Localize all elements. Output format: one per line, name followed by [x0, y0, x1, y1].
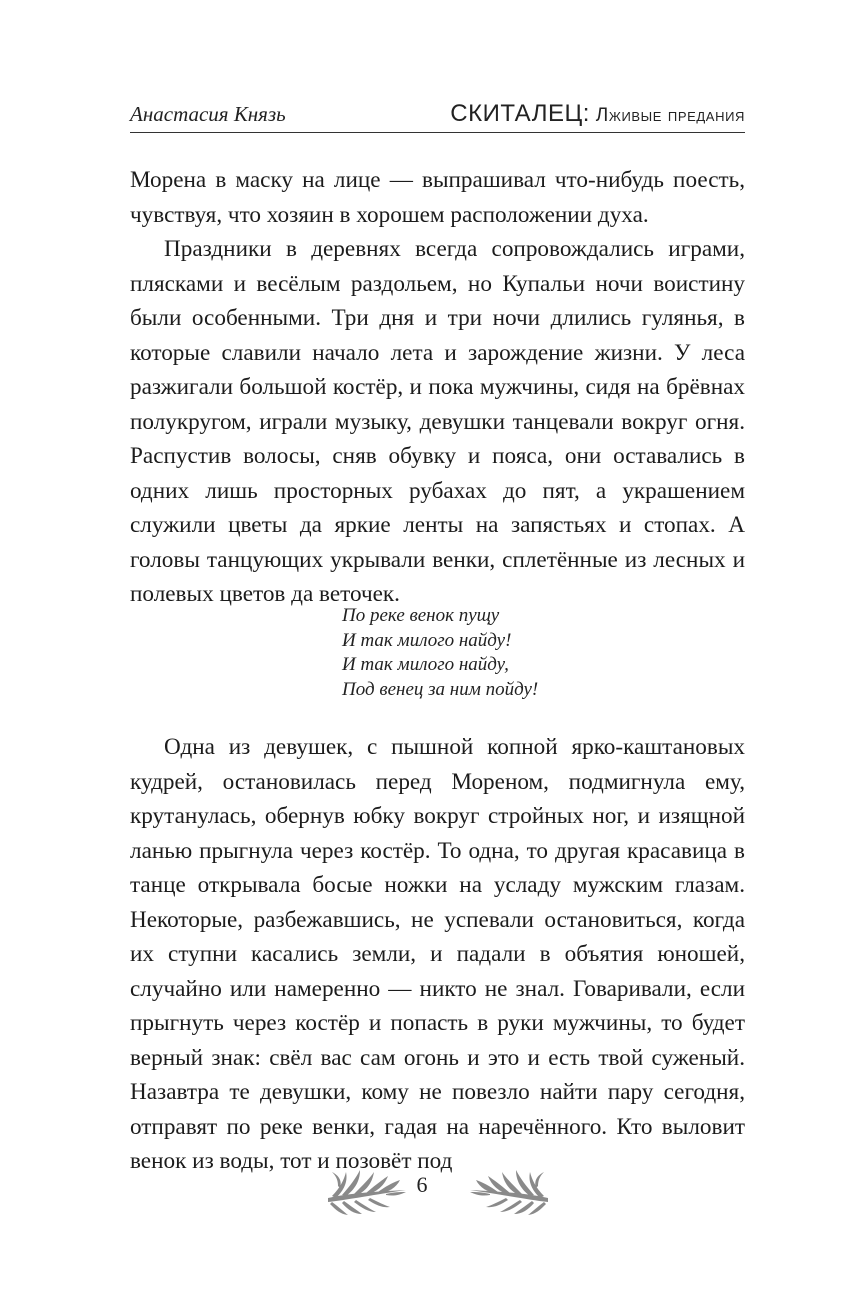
header-author: Анастасия Князь [130, 102, 286, 126]
paragraph: Одна из девушек, с пышной копной ярко-каштановых кудрей, остановилась перед Мореном, подмигнула ему, крутанулась, обернув юбку вокруг стройных ног, и изящной ланью прыгнула через костёр. То одна, то другая красавица в танце открывала босые ножки на усладу мужским глазам. Некоторые, разбежавшись, не успевали остановиться, когда их ступни касались земли, и падали в объятия юношей, случайно или намеренно — никто не знал. Говаривали, если прыгнуть через костёр и попасть в руки мужчины, то будет верный знак: свёл вас сам огонь и это и есть твой суженый. Назавтра те девушки, кому не повезло найти пару сегодня, отправят по реке венки, гадая на наречённого. Кто выловит венок из воды, тот и позовёт под [130, 734, 745, 1174]
running-header [130, 96, 745, 133]
page-footer [0, 1166, 844, 1226]
paragraph: Морена в маску на лице — выпрашивал что-нибудь поесть, чувствуя, что хозяин в хорошем расположении духа. [130, 167, 745, 228]
song-verse [342, 604, 538, 702]
header-book-title [450, 100, 745, 128]
header-title-sub: Лживые предания [589, 105, 745, 126]
page-number: 6 [416, 1172, 428, 1197]
header-title-main: СКИТАЛЕЦ: [450, 100, 590, 127]
fern-leaf-icon [468, 1168, 550, 1216]
verse-line: Под венец за ним пойду! [342, 678, 539, 700]
paragraph: Праздники в деревнях всегда сопровождались играми, плясками и весёлым раздольем, но Купальи ночи воистину были особенными. Три дня и три ночи длились гулянья, в которые славили начало лета и зарождение жизни. У леса разжигали большой костёр, и пока мужчины, сидя на брёвнах полукругом, играли музыку, девушки танцевали вокруг огня. Распустив волосы, сняв обувку и пояса, они оставались в одних лишь просторных рубахах до пят, а украшением служили цветы да яркие ленты на запястьях и стопах. А головы танцующих укрывали венки, сплетённые из лесных и полевых цветов да веточек. [130, 236, 745, 607]
body-text-bottom [130, 730, 745, 1179]
verse-line: По реке венок пущу [342, 605, 500, 626]
verse-line: И так милого найду! [342, 629, 512, 651]
body-text-top [130, 163, 745, 612]
verse-line: И так милого найду, [342, 654, 509, 675]
